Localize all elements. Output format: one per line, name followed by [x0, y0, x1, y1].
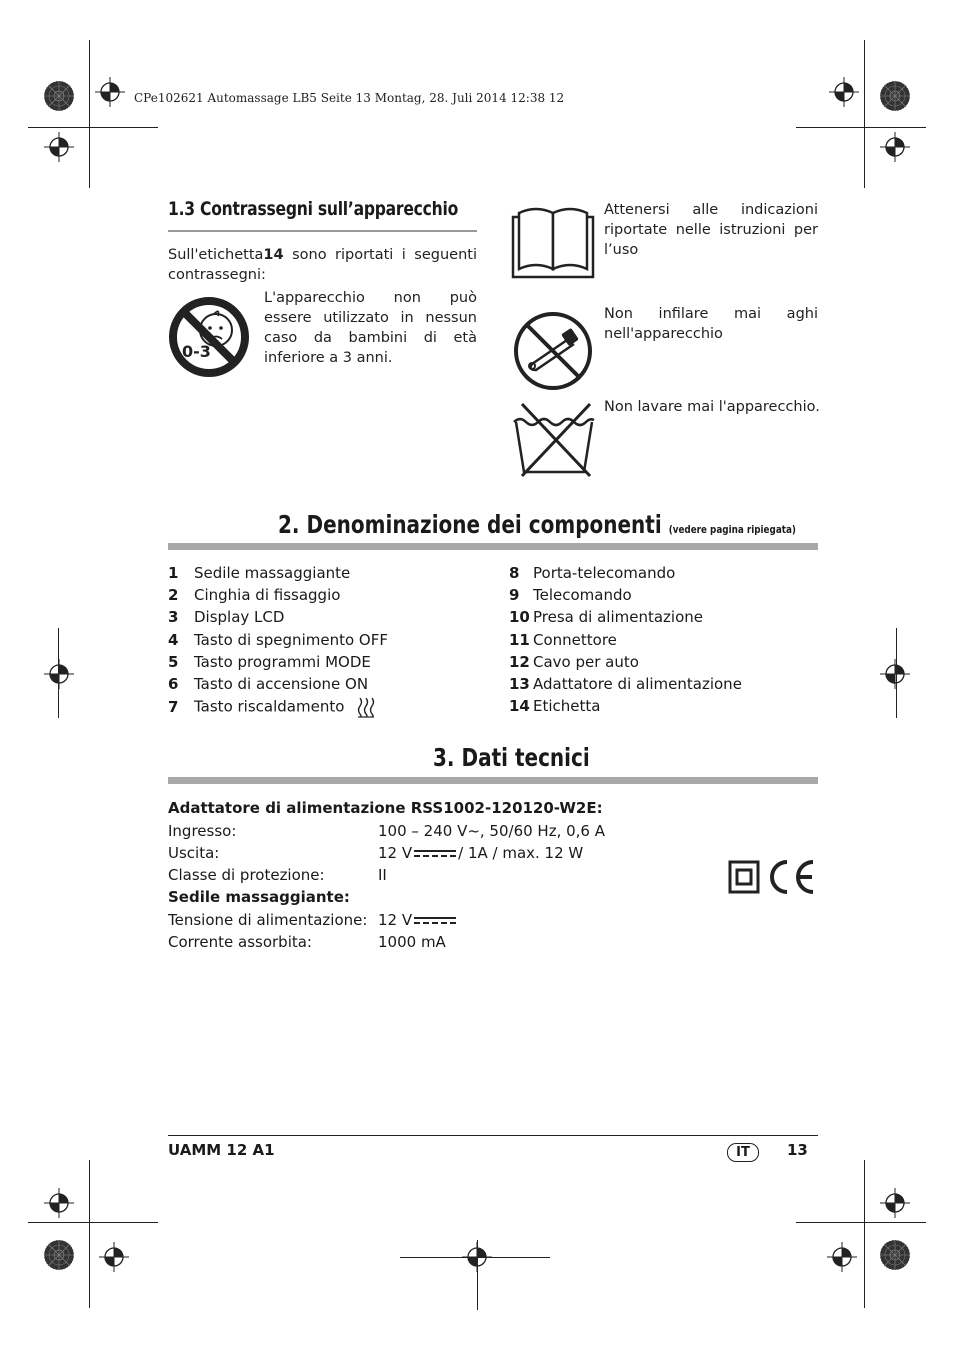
footer-rule: [168, 1135, 818, 1136]
list-item: 9 Telecomando: [509, 586, 632, 604]
section-2-title-text: 2. Denominazione dei componenti: [278, 510, 662, 539]
tech-row-uscita: Uscita: 12 V / 1A / max. 12 W: [168, 844, 584, 862]
age-warning-text: L'apparecchio non può essere utilizzato in nessun caso da bambini di età inferiore a 3 anni.: [264, 290, 477, 366]
dc-symbol-icon: [414, 849, 456, 859]
list-item: 10 Presa di alimentazione: [509, 608, 703, 626]
list-item: 14 Etichetta: [509, 697, 601, 715]
needle-text: Non infilare mai aghi nell'apparecchio: [604, 306, 818, 342]
section-1-3-title: 1.3 Contrassegni sull’apparecchio: [168, 198, 459, 220]
tech-row-classe: Classe di protezione: II: [168, 866, 387, 884]
section-2-title: [278, 510, 796, 539]
section-2-rule: [168, 543, 818, 550]
ce-mark-icon: [766, 858, 818, 896]
list-item: 7 Tasto riscaldamento: [168, 696, 375, 718]
wash-text: Non lavare mai l'apparecchio.: [604, 399, 820, 415]
list-item: 1 Sedile massaggiante: [168, 564, 351, 582]
heat-icon: [357, 696, 375, 718]
seat-heading: Sedile massaggiante:: [168, 888, 350, 906]
tech-row-corrente: Corrente assorbita: 1000 mA: [168, 933, 446, 951]
footer-model: UAMM 12 A1: [168, 1141, 275, 1159]
section-3-title: 3. Dati tecnici: [433, 743, 590, 772]
tech-row-tensione: Tensione di alimentazione: 12 V: [168, 910, 367, 930]
list-item: 13 Adattatore di alimentazione: [509, 675, 742, 693]
list-item: 6 Tasto di accensione ON: [168, 675, 369, 693]
section-3-rule: [168, 777, 818, 784]
protection-class-ii-icon: [728, 860, 760, 894]
section-2-subtitle: (vedere pagina ripiegata): [668, 523, 796, 536]
section-1-3-intro: [168, 245, 477, 285]
age-icon-label: 0-3: [182, 342, 211, 361]
section-1-3-rule: [168, 230, 477, 232]
list-item: 2 Cinghia di fissaggio: [168, 586, 341, 604]
tech-row-ingresso: Ingresso: 100 – 240 V~, 50/60 Hz, 0,6 A: [168, 822, 605, 840]
adapter-heading: Adattatore di alimentazione RSS1002-120120-W2E:: [168, 799, 603, 817]
list-item: 5 Tasto programmi MODE: [168, 653, 371, 671]
intro-label-number: 14: [263, 247, 284, 263]
page-number: 13: [787, 1141, 808, 1159]
intro-rest: sono riportati i seguenti contrassegni:: [168, 247, 477, 283]
no-children-under-3-icon: [168, 296, 250, 378]
list-item: 8 Porta-telecomando: [509, 564, 676, 582]
print-header: CPe102621 Automassage LB5 Seite 13 Montag, 28. Juli 2014 12:38 12: [134, 91, 565, 105]
intro-text: Sull'etichetta: [168, 247, 264, 263]
manual-text: Attenersi alle indicazioni riportate nelle istruzioni per l’uso: [604, 202, 818, 258]
list-item: 12 Cavo per auto: [509, 653, 639, 671]
dc-symbol-icon: [414, 916, 456, 926]
read-manual-icon: [511, 205, 595, 279]
list-item: 4 Tasto di spegnimento OFF: [168, 631, 388, 649]
no-wash-icon: [510, 400, 598, 478]
list-item: 3 Display LCD: [168, 608, 285, 626]
language-badge: IT: [727, 1143, 759, 1162]
no-needles-icon: [512, 310, 594, 392]
list-item: 11 Connettore: [509, 631, 617, 649]
